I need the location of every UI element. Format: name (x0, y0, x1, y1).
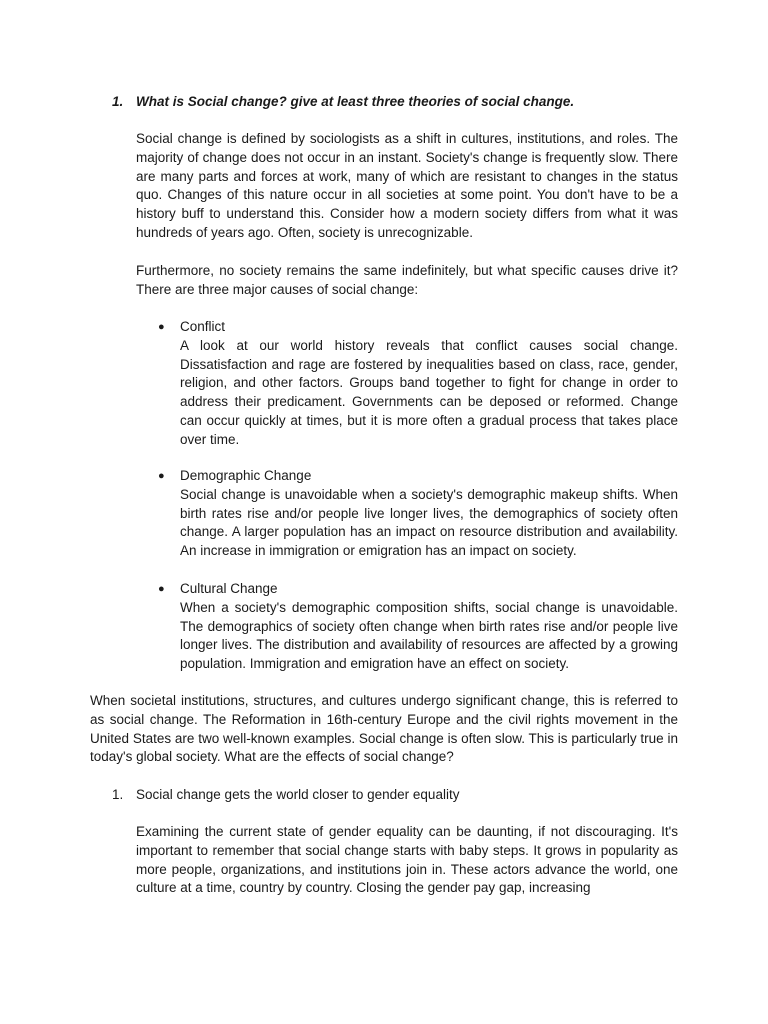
question-text: What is Social change? give at least three theories of social change. (136, 94, 575, 109)
effect-item (112, 786, 459, 805)
effect-paragraph: Examining the current state of gender equality can be daunting, if not discouraging. It's important to remember that social change starts with baby steps. It grows in popularity as more people, organizations, and institutions join in. These actors advance the world, one culture at a time, country by country. Closing the gender pay gap, increasing (136, 824, 678, 896)
cause-title: Demographic Change (180, 468, 312, 483)
bullet-icon: ● (158, 470, 165, 482)
bullet-icon: ● (158, 321, 165, 333)
bullet-icon: ● (158, 583, 165, 595)
cause-text: A look at our world history reveals that conflict causes social change. Dissatisfaction and rage are fostered by inequalities based on class, race, gender, religion, and other factors. Groups band together to fight for change in order to address their predicament. Governments can be deposed or reformed. Change can occur quickly at times, but it is more often a gradual process that takes place over time. (180, 337, 678, 447)
cause-text: When a society's demographic composition shifts, social change is unavoidable. The demographics of society often change when birth rates rise and/or people live longer lives. The distribution and availability of resources are affected by a growing population. Immigration and emigration have an effect on society. (180, 599, 678, 672)
causes-paragraph: Furthermore, no society remains the same indefinitely, but what specific causes drive it? There are three major causes of social change: (136, 263, 678, 297)
cause-title: Conflict (180, 319, 226, 334)
intro-paragraph: Social change is defined by sociologists as a shift in cultures, institutions, and roles. The majority of change does not occur in an instant. Society's change is frequently slow. There are many parts and forces at work, many of which are resistant to changes in the status quo. Changes of this nature occur in all societies at some point. You don't have to be a history buff to understand this. Consider how a modern society differs from what it was hundreds of years ago. Often, society is unrecognizable. (136, 131, 678, 240)
summary-paragraph: When societal institutions, structures, and cultures undergo significant change, this is referred to as social change. The Reformation in 16th-century Europe and the civil rights movement in the United States are two well-known examples. Social change is often slow. This is particularly true in today's global society. What are the effects of social change? (90, 693, 678, 765)
effect-number: 1. (112, 787, 124, 802)
question-number: 1. (112, 94, 124, 109)
cause-title: Cultural Change (180, 581, 278, 596)
question-heading (112, 93, 692, 111)
effect-title: Social change gets the world closer to gender equality (136, 787, 460, 802)
cause-text: Social change is unavoidable when a society's demographic makeup shifts. When birth rates rise and/or people live longer lives, the demographics of society often change. A larger population has an impact on resource distribution and availability. An increase in immigration or emigration has an impact on society. (180, 486, 678, 559)
